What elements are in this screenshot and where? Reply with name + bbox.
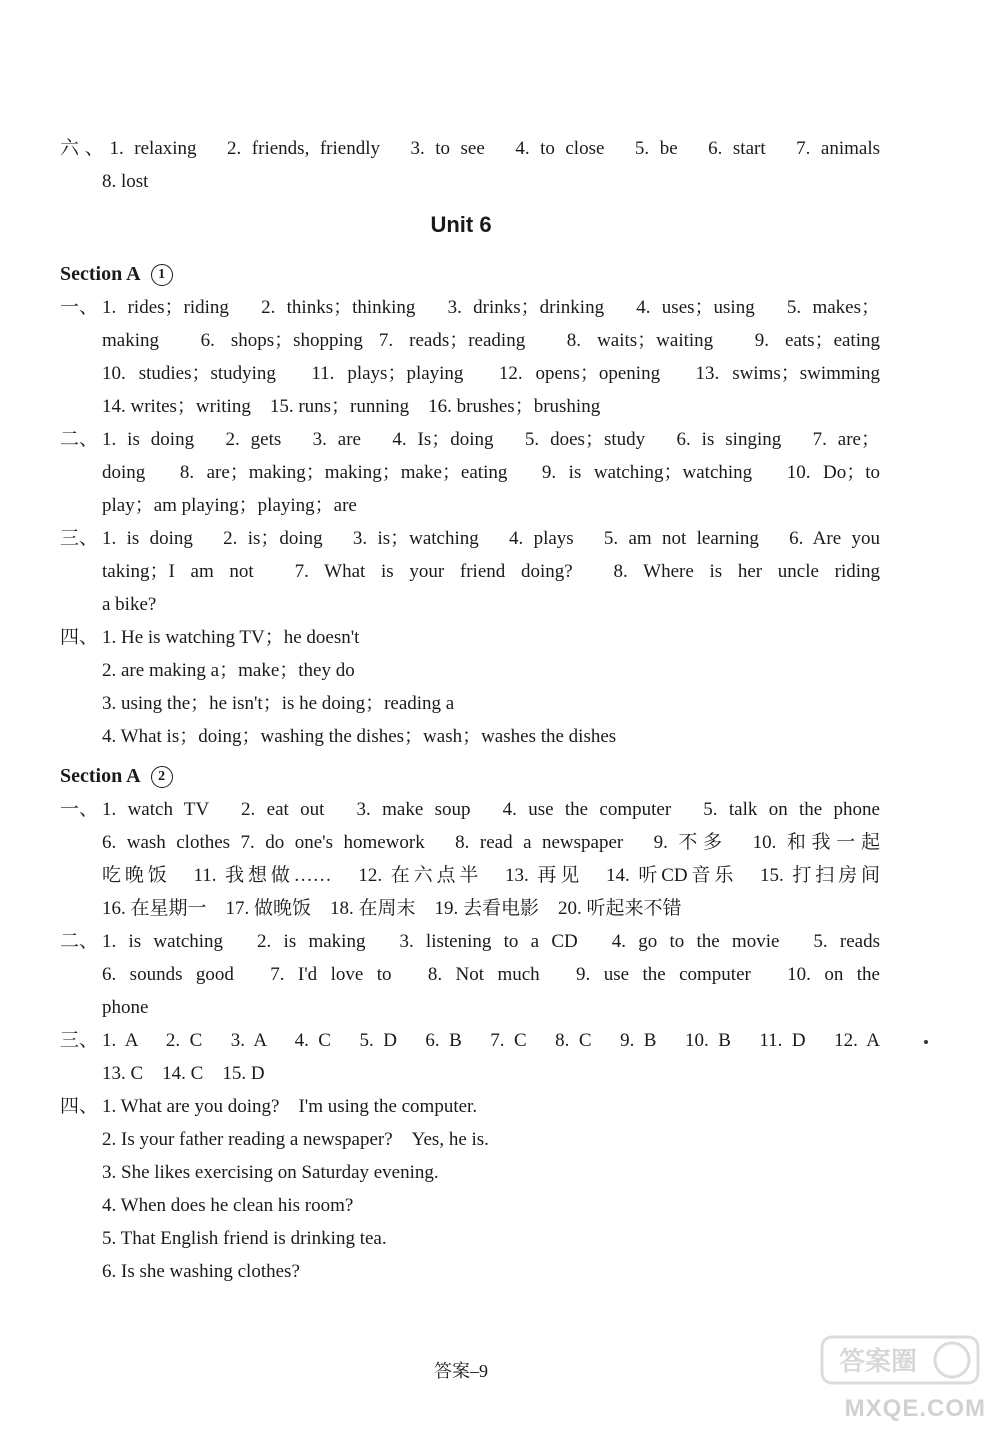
answer-line: 8. lost (102, 171, 149, 192)
section-heading (60, 760, 880, 793)
question-number: 三、 (60, 1030, 99, 1051)
answer-line: 1. watch TV 2. eat out 3. make soup 4. use the computer 5. talk on the phone (102, 799, 880, 820)
ink-speck (924, 1040, 928, 1044)
watermark-logo-text: 答案圈 (838, 1347, 918, 1377)
answer-line: a bike? (102, 594, 157, 615)
answer-line: 4. When does he clean his room? (102, 1195, 354, 1216)
question-number: 一、 (60, 297, 99, 318)
question-number: 三、 (60, 528, 99, 549)
answer-line: 六、1. relaxing 2. friends, friendly 3. to see 4. to close 5. be 6. start 7. animals (60, 138, 880, 159)
watermark-site: MXQE.COM (844, 1395, 986, 1422)
answer-line: 2. Is your father reading a newspaper? Yes, he is. (102, 1129, 489, 1150)
section-a-1 (60, 258, 880, 753)
section-title: Section A (60, 263, 141, 285)
answer-line: 3. using the；he isn't；is he doing；reading a (102, 693, 455, 714)
answer-line: 1. A 2. C 3. A 4. C 5. D 6. B 7. C 8. C 9. B 10. B 11. D 12. A (102, 1030, 880, 1051)
section-title: Section A (60, 765, 141, 787)
watermark-logo (820, 1333, 980, 1387)
question-number: 二、 (60, 429, 99, 450)
question-number: 一、 (60, 799, 99, 820)
answer-line: 1. He is watching TV；he doesn't (102, 627, 360, 648)
answer-line: phone (102, 997, 149, 1018)
answer-line: 16. 在星期一 17. 做晚饭 18. 在周末 19. 去看电影 20. 听起来不错 (102, 898, 682, 919)
question-number: 二、 (60, 931, 99, 952)
answer-line: 6. wash clothes 7. do one's homework 8. read a newspaper 9. 不多 10. 和我一起 (102, 832, 880, 853)
answer-line: taking；I am not 7. What is your friend doing? 8. Where is her uncle riding (102, 561, 880, 582)
question-number: 四、 (60, 627, 99, 648)
answer-line: doing 8. are；making；making；make；eating 9. is watching；watching 10. Do；to (102, 462, 880, 483)
answer-line: play；am playing；playing；are (102, 495, 357, 516)
answer-line: 10. studies；studying 11. plays；playing 12. opens；opening 13. swims；swimming (102, 363, 880, 384)
page-footer: 答案–9 (434, 1361, 488, 1381)
answer-line: 13. C 14. C 15. D (102, 1063, 265, 1084)
answer-line: 1. What are you doing? I'm using the computer. (102, 1096, 478, 1117)
section-number-badge: 2 (151, 766, 173, 788)
answer-line: 14. writes；writing 15. runs；running 16. brushes；brushing (102, 396, 601, 417)
answer-line: 吃晚饭 11. 我想做…… 12. 在六点半 13. 再见 14. 听CD音乐 15. 打扫房间 (102, 865, 880, 886)
answer-line: 1. is watching 2. is making 3. listening to a CD 4. go to the movie 5. reads (102, 931, 880, 952)
unit-title: Unit 6 (430, 212, 492, 237)
question-number: 四、 (60, 1096, 99, 1117)
answer-line: 5. That English friend is drinking tea. (102, 1228, 387, 1249)
section-a-2 (60, 760, 880, 1288)
watermark (796, 1333, 986, 1423)
answer-line: 6. Is she washing clothes? (102, 1261, 300, 1282)
answer-line: 6. sounds good 7. I'd love to 8. Not much 9. use the computer 10. on the (102, 964, 880, 985)
answer-line: 4. What is；doing；washing the dishes；wash；washes the dishes (102, 726, 617, 747)
prev-answers-block (60, 132, 880, 198)
section-number-badge: 1 (151, 264, 173, 286)
answer-line: 1. rides；riding 2. thinks；thinking 3. drinks；drinking 4. uses；using 5. makes； (102, 297, 880, 318)
answer-line: 1. is doing 2. gets 3. are 4. Is；doing 5. does；study 6. is singing 7. are； (102, 429, 880, 450)
section-heading (60, 258, 880, 291)
answer-line: 3. She likes exercising on Saturday evening. (102, 1162, 439, 1183)
answer-line: 2. are making a；make；they do (102, 660, 355, 681)
answer-line: making 6. shops；shopping 7. reads；reading 8. waits；waiting 9. eats；eating (102, 330, 880, 351)
answer-line: 1. is doing 2. is；doing 3. is；watching 4. plays 5. am not learning 6. Are you (102, 528, 880, 549)
